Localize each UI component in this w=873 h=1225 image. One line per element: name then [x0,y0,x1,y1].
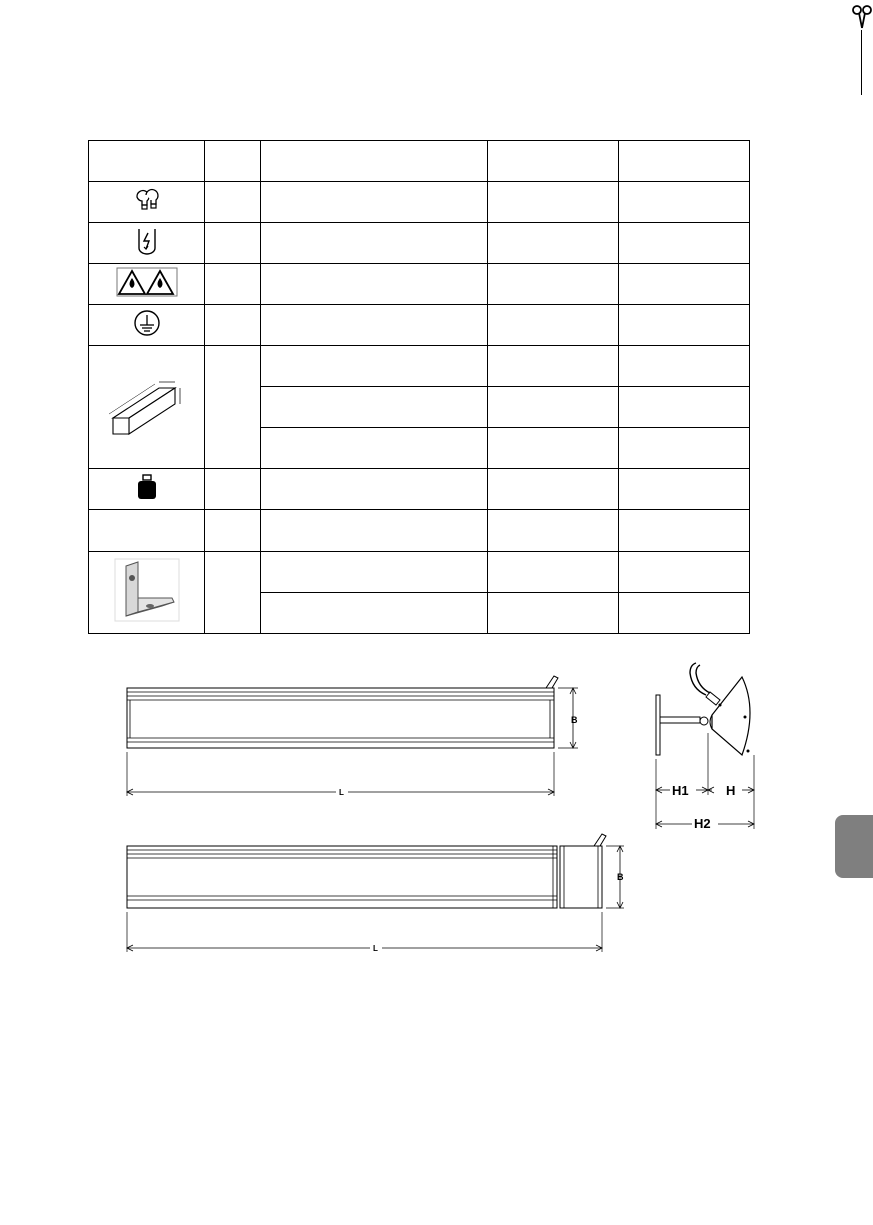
table-header-row [89,141,750,182]
table-cell [205,346,261,469]
table-cell [619,141,750,182]
table-cell [261,469,488,510]
table-cell [205,264,261,305]
h1-label: H1 [672,783,689,798]
table-cell [261,264,488,305]
table-cell [619,182,750,223]
weight-icon [136,474,158,500]
table-cell [488,264,619,305]
side-tab [835,815,873,878]
bulb-icon [132,185,162,215]
table-cell [89,305,205,346]
table-cell [205,305,261,346]
table-cell [205,141,261,182]
table-cell [89,141,205,182]
table-cell [89,223,205,264]
table-cell [619,223,750,264]
ground-symbol-icon [133,309,161,337]
table-cell [488,305,619,346]
table-cell [205,469,261,510]
table-cell [205,510,261,552]
table-cell [205,182,261,223]
height-label: B [617,872,624,882]
length-label: L [339,788,344,797]
table-cell [89,510,205,552]
table-cell [619,264,750,305]
box-dimensions-icon [107,370,187,440]
table-cell [205,552,261,634]
table-cell [488,428,619,469]
table-cell [619,428,750,469]
table-cell [619,552,750,593]
table-cell [619,469,750,510]
table-cell [261,552,488,593]
table-cell [89,346,205,469]
table-cell [261,593,488,634]
length-label: L [373,944,378,953]
table-cell [488,510,619,552]
table-cell [261,387,488,428]
table-cell [488,469,619,510]
side-view-drawing [650,655,760,833]
table-cell [261,182,488,223]
table-row [89,223,750,264]
table-row [89,346,750,387]
scissors-icon [851,5,873,29]
h2-label: H2 [694,816,711,831]
table-row [89,264,750,305]
table-cell [619,305,750,346]
table-row [89,469,750,510]
table-cell [89,264,205,305]
table-cell [619,510,750,552]
table-cell [261,141,488,182]
table-cell [261,510,488,552]
table-cell [89,552,205,634]
front-view-drawing [118,672,588,802]
table-cell [261,223,488,264]
table-cell [619,387,750,428]
table-row [89,510,750,552]
front-view-double-drawing [118,830,638,958]
electric-shock-icon [134,226,160,256]
table-cell [488,593,619,634]
table-cell [205,223,261,264]
table-row [89,182,750,223]
table-row [89,305,750,346]
height-label: B [571,715,578,725]
table-cell [488,387,619,428]
table-cell [488,141,619,182]
table-cell [261,346,488,387]
h-label: H [726,783,736,798]
table-row [89,552,750,593]
table-cell [261,428,488,469]
water-drop-warning-icon [116,267,178,297]
table-cell [488,223,619,264]
table-cell [619,346,750,387]
table-cell [488,552,619,593]
table-cell [89,469,205,510]
table-cell [488,346,619,387]
table-cell [261,305,488,346]
table-cell [488,182,619,223]
wall-bracket-image [114,558,180,622]
cut-line [861,30,862,95]
spec-table [88,140,750,634]
table-cell [89,182,205,223]
table-cell [619,593,750,634]
